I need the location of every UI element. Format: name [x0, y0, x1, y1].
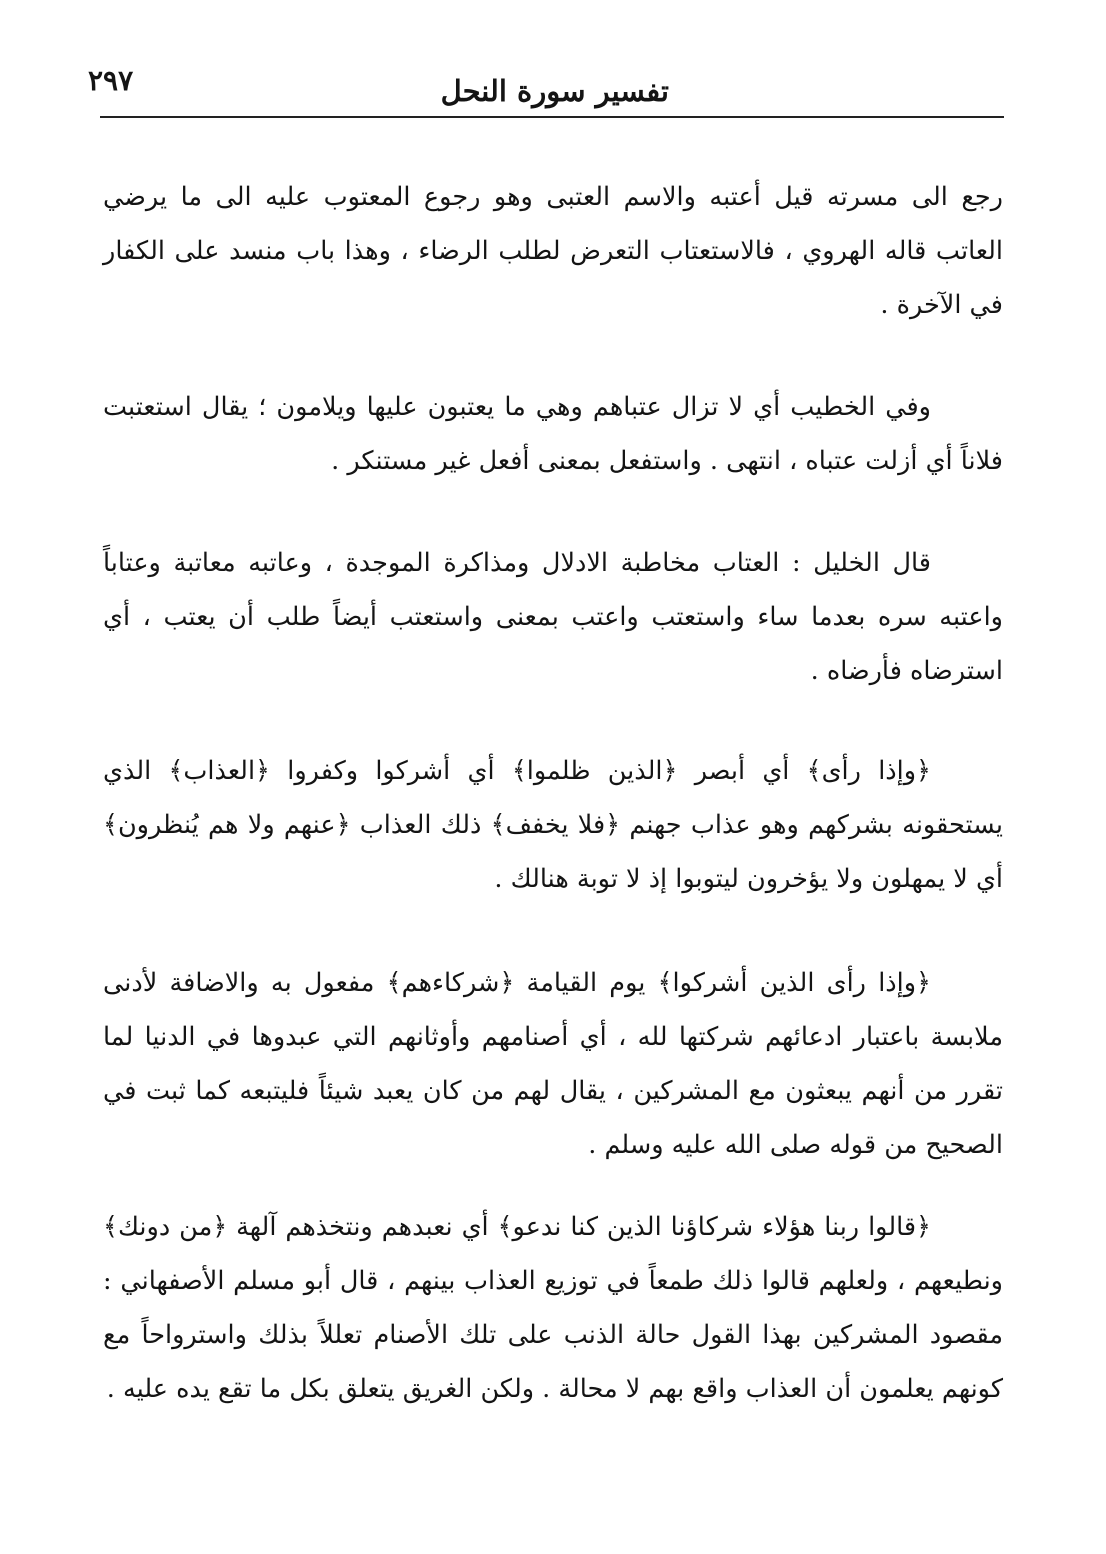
page-number: ٢٩٧: [88, 64, 134, 97]
paragraph: ﴿قالوا ربنا هؤلاء شركاؤنا الذين كنا ندعو﴾ أي نعبدهم ونتخذهم آلهة ﴿من دونك﴾ ونطيعهم ، ولعلهم قالوا ذلك طمعاً في توزيع العذاب بينهم ، قال أبو مسلم الأصفهاني : مقصود المشركين بهذا القول حالة الذنب على تلك الأصنام تعللاً بذلك واسترواحاً مع كونهم يعلمون أن العذاب واقع بهم لا محالة . ولكن الغريق يتعلق بكل ما تقع يده عليه .: [103, 1212, 1003, 1404]
running-title: تفسير سورة النحل: [440, 74, 669, 108]
paragraph: ﴿وإذا رأى﴾ أي أبصر ﴿الذين ظلموا﴾ أي أشركوا وكفروا ﴿العذاب﴾ الذي يستحقونه بشركهم وهو عذاب جهنم ﴿فلا يخفف﴾ ذلك العذاب ﴿عنهم ولا هم يُنظرون﴾ أي لا يمهلون ولا يؤخرون ليتوبوا إذ لا توبة هنالك .: [103, 756, 1003, 894]
paragraph: ﴿وإذا رأى الذين أشركوا﴾ يوم القيامة ﴿شركاءهم﴾ مفعول به والاضافة لأدنى ملابسة باعتبار ادعائهم شركتها لله ، أي أصنامهم وأوثانهم التي عبدوها في الدنيا لما تقرر من أنهم يبعثون مع المشركين ، يقال لهم من كان يعبد شيئاً فليتبعه كما ثبت في الصحيح من قوله صلى الله عليه وسلم .: [103, 968, 1003, 1160]
header-rule: [100, 116, 1004, 118]
paragraph: رجع الى مسرته قيل أعتبه والاسم العتبى وهو رجوع المعتوب عليه الى ما يرضي العاتب قاله الهروي ، فالاستعتاب التعرض لطلب الرضاء ، وهذا باب منسد على الكفار في الآخرة .: [103, 182, 1003, 320]
paragraph: قال الخليل : العتاب مخاطبة الادلال ومذاكرة الموجدة ، وعاتبه معاتبة وعتاباً واعتبه سره بعدما ساء واستعتب واعتب بمعنى واستعتب أيضاً طلب أن يعتب ، أي استرضاه فأرضاه .: [103, 548, 1003, 686]
page-header: [88, 60, 1004, 116]
body-text: [103, 170, 1003, 1416]
paragraph: وفي الخطيب أي لا تزال عتباهم وهي ما يعتبون عليها ويلامون ؛ يقال استعتبت فلاناً أي أزلت عتباه ، انتهى . واستفعل بمعنى أفعل غير مستنكر .: [103, 392, 1003, 476]
